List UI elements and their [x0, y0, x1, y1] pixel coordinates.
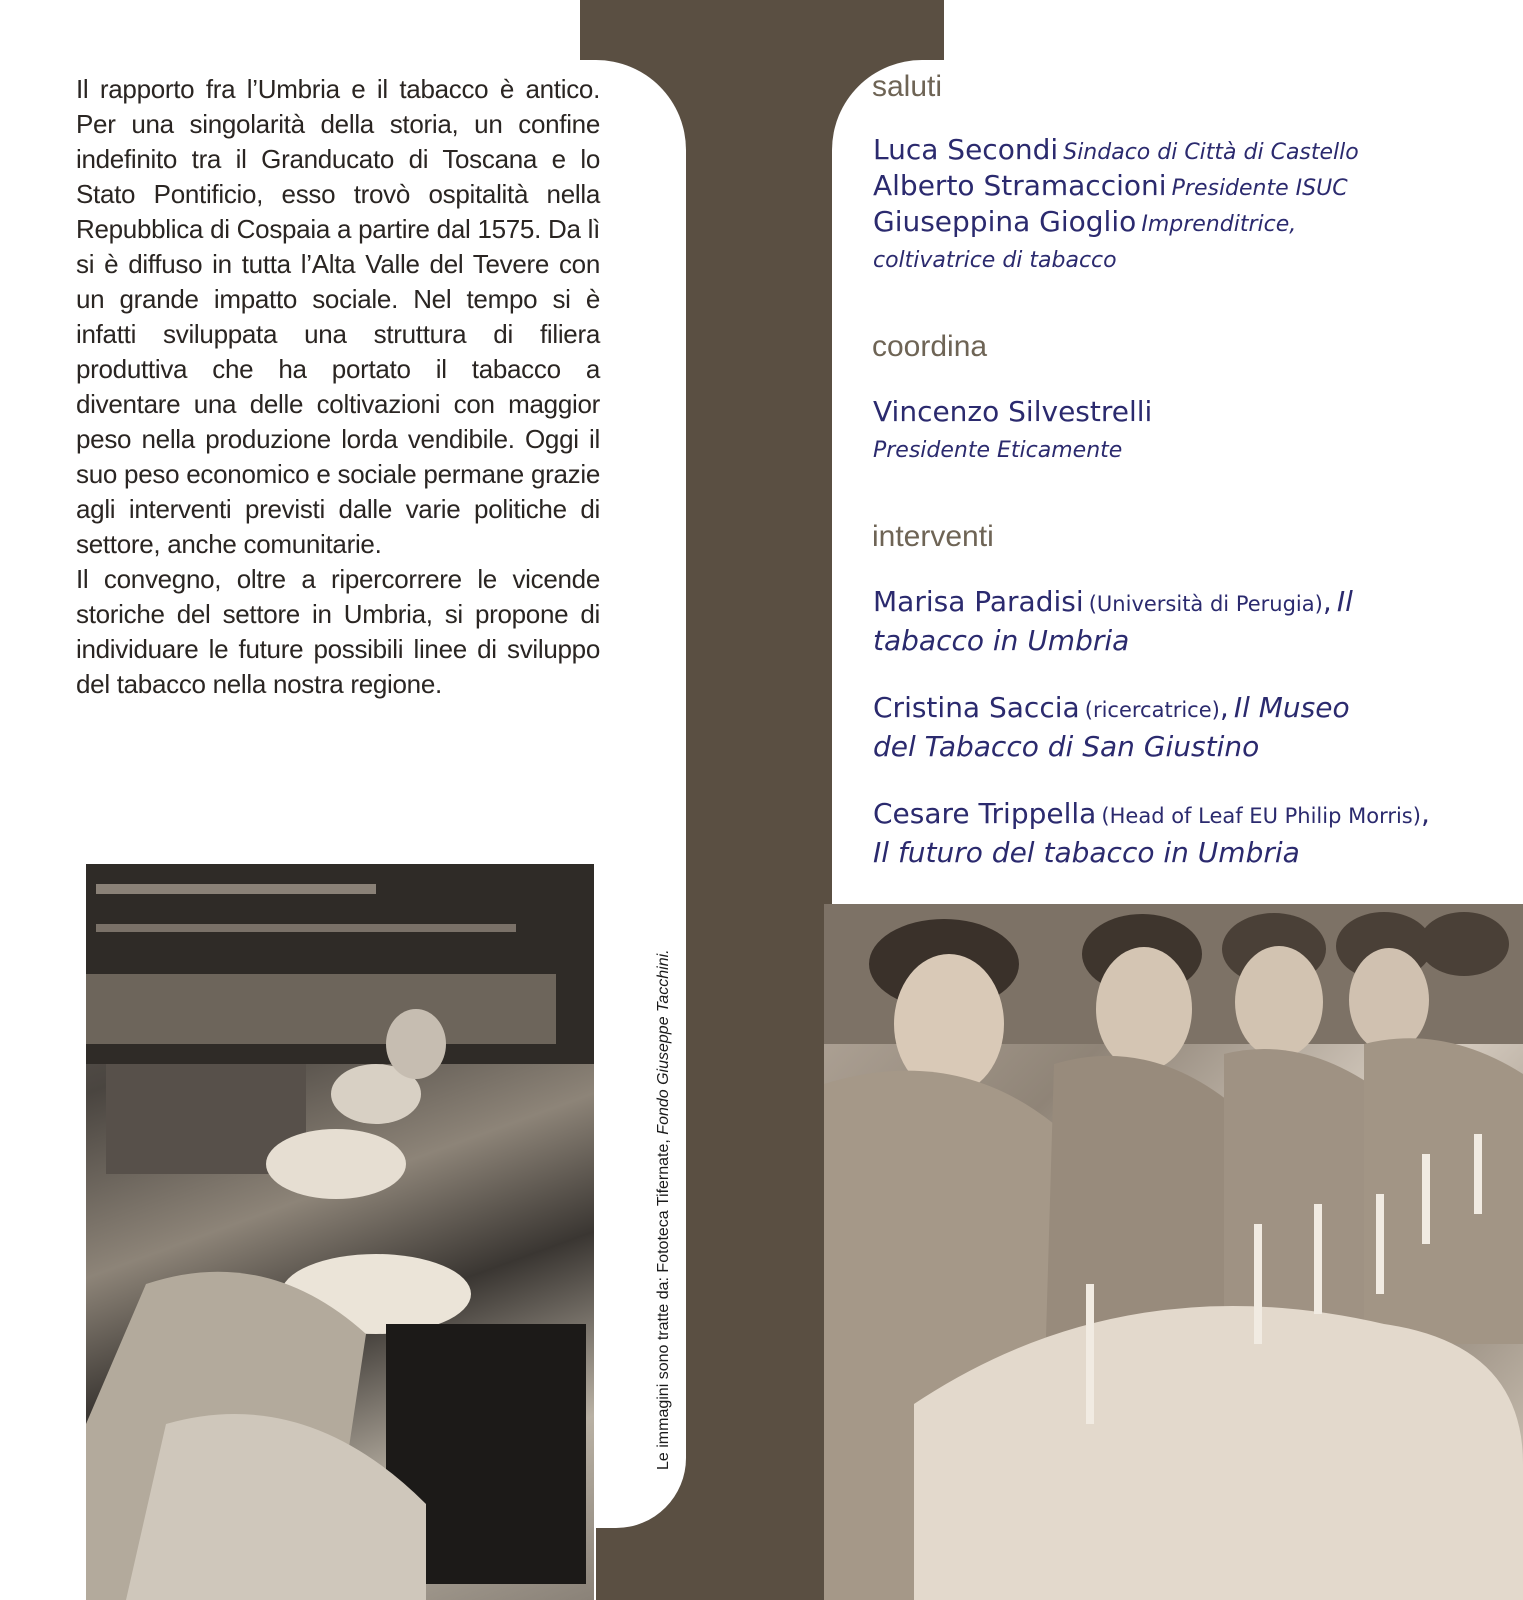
- intro-paragraph-2: Il convegno, oltre a ripercorrere le vicende storiche del settore in Umbria, si propone di individuare le future possibili linee di sviluppo del tabacco nella nostra regione.: [76, 564, 600, 699]
- saluti-name-3: Giuseppina Gioglio: [873, 205, 1137, 238]
- photo-right-illustration: [824, 904, 1523, 1600]
- talk-2: Cristina Saccia (ricercatrice), Il Museo del Tabacco di San Giustino: [873, 691, 1350, 763]
- talk-3-affiliation: (Head of Leaf EU Philip Morris): [1101, 804, 1421, 828]
- heading-saluti: saluti: [872, 70, 943, 103]
- saluti-role-2: Presidente ISUC: [1171, 176, 1348, 201]
- coordina-name: Vincenzo Silvestrelli: [873, 395, 1153, 428]
- intro-paragraph-1: Il rapporto fra l’Umbria e il tabacco è antico. Per una singolarità della storia, un confine indefinito tra il Granducato di Toscana e lo Stato Pontificio, esso trovò ospitalità nella Repubblica di Cospaia a partire dal 1575. Da lì si è diffuso in tutta l’Alta Valle del Tevere con un grande impatto sociale. Nel tempo si è infatti sviluppata una struttura di filiera produttiva che ha portato il tabacco a diventare una delle coltivazioni con maggior peso nella produzione lorda vendibile. Oggi il suo peso economico e sociale permane grazie agli interventi previsti dalle varie politiche di settore, anche comunitarie.: [76, 74, 600, 559]
- talk-3-title: Il futuro del tabacco in Umbria: [873, 836, 1300, 869]
- talk-2-speaker: Cristina Saccia: [873, 691, 1080, 724]
- saluti-person-2: [873, 168, 1513, 207]
- talk-1: Marisa Paradisi (Università di Perugia), Il tabacco in Umbria: [873, 585, 1353, 657]
- talk-2-title: Il Museo del Tabacco di San Giustino: [873, 691, 1350, 763]
- saluti-person-1: [873, 132, 1513, 171]
- saluti-name-2: Alberto Stramaccioni: [873, 169, 1167, 202]
- coordina-role: Presidente Eticamente: [873, 438, 1123, 463]
- photo-credit-text: Le immagini sono tratte da: Fototeca Tifernate,: [655, 1134, 672, 1470]
- saluti-name-1: Luca Secondi: [873, 133, 1059, 166]
- photo-tobacco-workbench: [824, 904, 1523, 1600]
- coordina-person: [873, 394, 1273, 469]
- talk-1-speaker: Marisa Paradisi: [873, 585, 1084, 618]
- saluti-role-3: Imprenditrice, coltivatrice di tabacco: [873, 212, 1297, 273]
- talk-2-affiliation: (ricercatrice): [1084, 698, 1220, 722]
- talk-3-speaker: Cesare Trippella: [873, 797, 1097, 830]
- saluti-role-1: Sindaco di Città di Castello: [1063, 140, 1359, 165]
- photo-credit-source: Fondo Giuseppe Tacchini.: [655, 949, 672, 1135]
- talk-1-affiliation: (Università di Perugia): [1088, 592, 1323, 616]
- heading-interventi: interventi: [872, 520, 994, 553]
- talk-1-title: Il tabacco in Umbria: [873, 585, 1353, 657]
- photo-tobacco-sorting: [86, 864, 594, 1600]
- heading-coordina: coordina: [872, 330, 988, 363]
- intro-text: [76, 72, 600, 702]
- talk-3: Cesare Trippella (Head of Leaf EU Philip Morris), Il futuro del tabacco in Umbria: [873, 797, 1430, 869]
- photo-credit: [655, 949, 673, 1470]
- saluti-person-3: [873, 204, 1323, 279]
- photo-left-illustration: [86, 864, 594, 1600]
